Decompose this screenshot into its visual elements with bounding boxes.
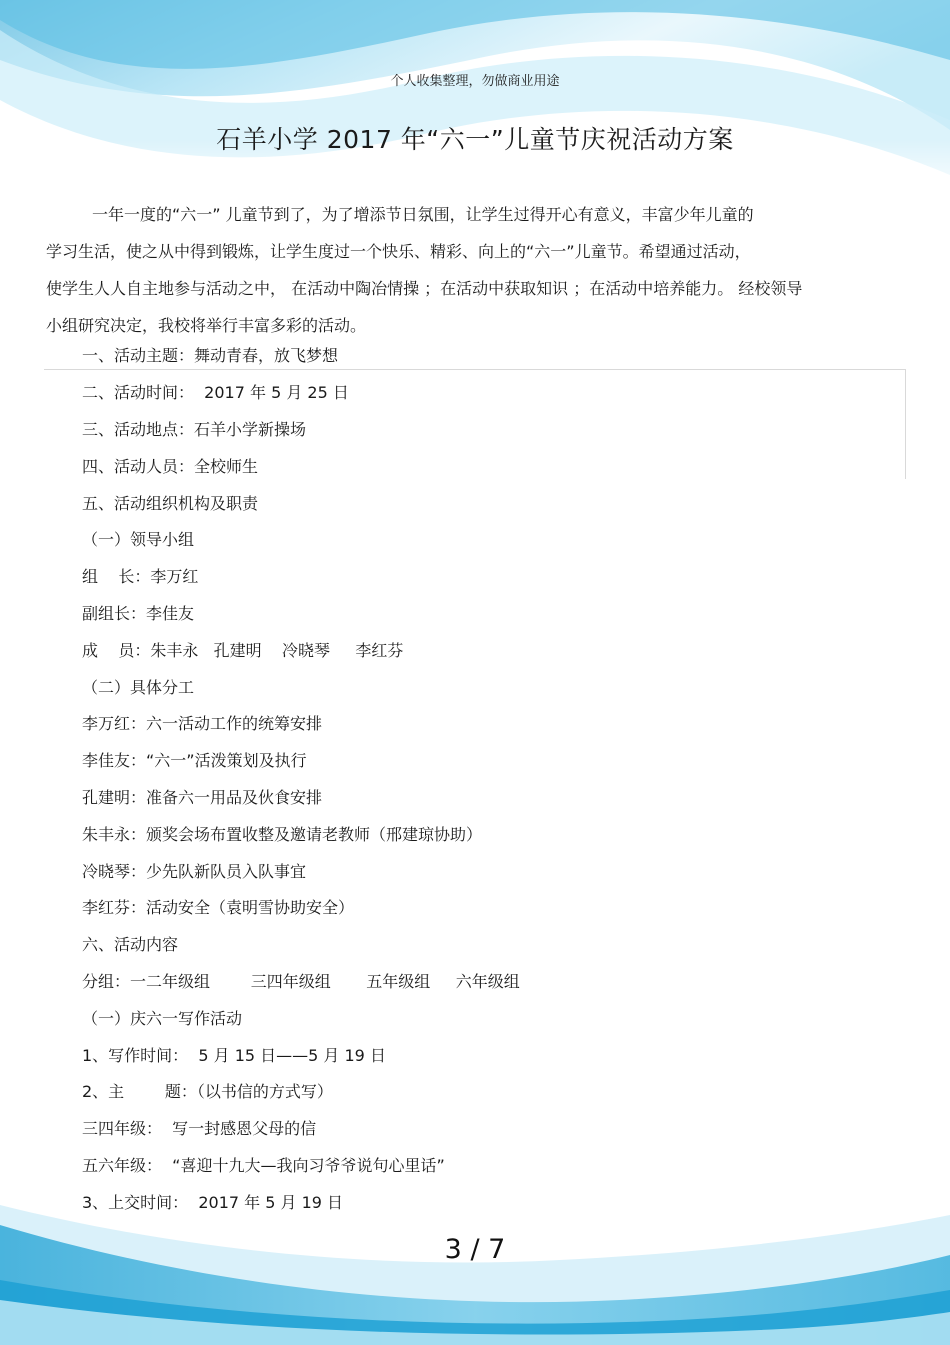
section-line: 朱丰永：颁奖会场布置收整及邀请老教师（邢建琼协助） xyxy=(82,825,483,844)
section-line: 三四年级： 写一封感恩父母的信 xyxy=(82,1119,317,1138)
section-line: 组 长：李万红 xyxy=(82,567,199,586)
page-number: 3 / 7 xyxy=(444,1234,506,1265)
section-line: （二）具体分工 xyxy=(82,678,195,697)
section-line: 副组长：李佳友 xyxy=(82,604,195,623)
section-line: 李万红：六一活动工作的统筹安排 xyxy=(82,714,323,733)
text-frame-right-border xyxy=(905,369,906,479)
page-title: 石羊小学 2017 年“六一”儿童节庆祝活动方案 xyxy=(216,125,734,154)
section-line: 四、活动人员：全校师生 xyxy=(82,457,259,476)
section-line: 五六年级： “喜迎十九大—我向习爷爷说句心里话” xyxy=(82,1156,445,1175)
section-line: 李佳友：“六一”活泼策划及执行 xyxy=(82,751,307,770)
section-line: 孔建明：准备六一用品及伙食安排 xyxy=(82,788,323,807)
section-line: 三、活动地点：石羊小学新操场 xyxy=(82,420,307,439)
section-line: 冷晓琴：少先队新队员入队事宜 xyxy=(82,862,307,881)
total-pages: 7 xyxy=(488,1234,506,1265)
section-line: 分组：一二年级组 三四年级组 五年级组 六年级组 xyxy=(82,972,520,991)
section-line: （一）庆六一写作活动 xyxy=(82,1009,243,1028)
section-line: 五、活动组织机构及职责 xyxy=(82,494,259,513)
section-line: （一）领导小组 xyxy=(82,530,195,549)
section-line: 2、主 题：（以书信的方式写） xyxy=(82,1082,333,1101)
section-line: 李红芬：活动安全（袁明雪协助安全） xyxy=(82,898,355,917)
section-line: 一、活动主题：舞动青春，放飞梦想 xyxy=(82,346,339,365)
current-page: 3 xyxy=(444,1234,462,1265)
section-line: 3、上交时间： 2017 年 5 月 19 日 xyxy=(82,1193,344,1212)
section-line: 成 员：朱丰永 孔建明 冷晓琴 李红芬 xyxy=(82,641,404,660)
intro-line: 使学生人人自主地参与活动之中， 在活动中陶冶情操 ；在活动中获取知识 ；在活动中培养能力。 经校领导 xyxy=(46,279,803,298)
intro-line: 小组研究决定，我校将举行丰富多彩的活动。 xyxy=(46,316,367,335)
section-line: 1、写作时间： 5 月 15 日——5 月 19 日 xyxy=(82,1046,386,1065)
intro-line: 一年一度的“六一” 儿童节到了，为了增添节日氛围，让学生过得开心有意义，丰富少年儿童的 xyxy=(92,205,754,224)
intro-line: 学习生活，使之从中得到锻炼，让学生度过一个快乐、精彩、向上的“六一”儿童节。希望通过活动， xyxy=(46,242,751,261)
section-line: 二、活动时间： 2017 年 5 月 25 日 xyxy=(82,383,349,402)
header-disclaimer: 个人收集整理，勿做商业用途 xyxy=(390,74,560,89)
section-line: 六、活动内容 xyxy=(82,935,179,954)
intro-paragraph xyxy=(46,196,906,344)
text-frame-top-border xyxy=(44,369,906,370)
